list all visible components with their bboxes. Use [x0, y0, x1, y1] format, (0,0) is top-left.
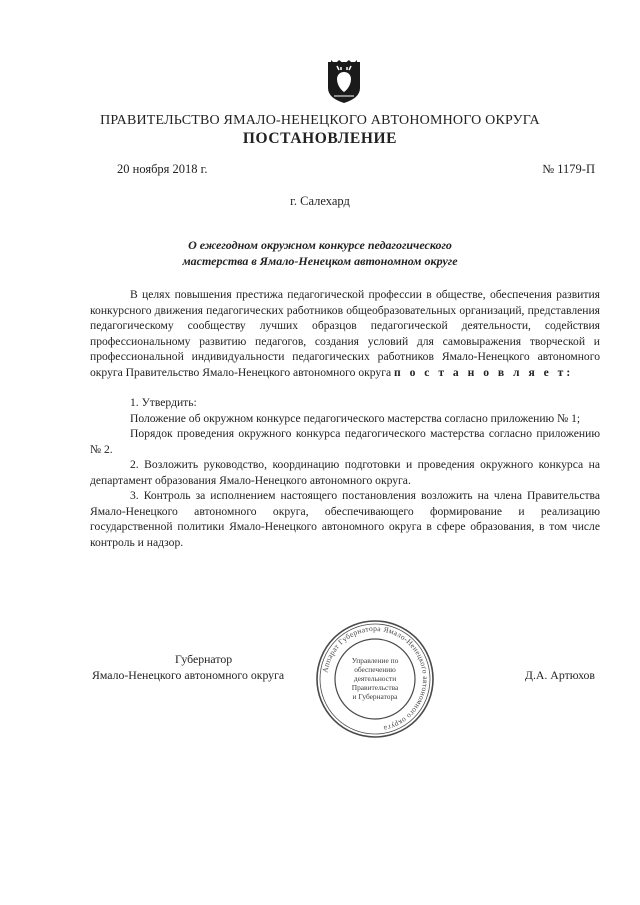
resolves-word: п о с т а н о в л я е т: [394, 365, 574, 379]
document-title [0, 237, 640, 269]
document-number: № 1179-П [542, 162, 595, 176]
stamp-line-2: обеспечению [354, 665, 396, 674]
document-type: ПОСТАНОВЛЕНИЕ [242, 130, 398, 147]
stamp-ring-text: Аппарат Губернатора Ямало-Ненецкого автономного округа [320, 623, 431, 734]
document-date: 20 ноября 2018 г. [117, 162, 208, 176]
official-stamp [313, 617, 437, 741]
government-name: ПРАВИТЕЛЬСТВО ЯМАЛО-НЕНЕЦКОГО АВТОНОМНОГО ОКРУГА [100, 113, 540, 128]
item-1: 1. Утвердить: [130, 396, 197, 409]
document-body [90, 287, 600, 550]
signatory-position: Губернатор [175, 652, 233, 666]
title-line-2: мастерства в Ямало-Ненецком автономном округе [182, 254, 458, 268]
stamp-line-1: Управление по [351, 656, 399, 665]
stamp-line-4: Правительства [351, 683, 399, 692]
item-1-1: Положение об окружном конкурсе педагогического мастерства согласно приложению № 1; [130, 411, 581, 425]
item-3: 3. Контроль за исполнением настоящего постановления возложить на члена Правительства Ямало-Ненецкого автономного округа, обеспечивающего формирование и реализацию государственной политики Ямало-Ненецкого автономного округа в сфере образования, в том числе контроль и надзор. [90, 489, 600, 549]
stamp-line-5: и Губернатора [352, 692, 398, 701]
title-line-1: О ежегодном окружном конкурсе педагогического [188, 238, 452, 252]
signatory-name: Д.А. Артюхов [524, 668, 595, 682]
signatory-region: Ямало-Ненецкого автономного округа [92, 668, 285, 682]
preamble-text: В целях повышения престижа педагогической профессии в обществе, обеспечения развития конкурсного движения педагогических работников общеобразовательных организаций, представления педагогическому сообществу лучших образцов педагогической деятельности, содействия профессиональному развитию педагогов, создания условий для самовыражения творческой и профессиональной индивидуальности педагогических работников Ямало-Ненецкого автономного округа Правительство Ямало-Ненецкого автономного округа [90, 288, 600, 379]
preamble-paragraph [90, 287, 600, 380]
stamp-line-3: деятельности [353, 674, 397, 683]
item-1-2: Порядок проведения окружного конкурса педагогического мастерства согласно приложению № 2. [90, 427, 600, 456]
item-2: 2. Возложить руководство, координацию подготовки и проведения окружного конкурса на департамент образования Ямало-Ненецкого автономного округа. [90, 458, 600, 487]
document-city: г. Салехард [290, 194, 350, 208]
coat-of-arms-emblem [326, 58, 362, 104]
